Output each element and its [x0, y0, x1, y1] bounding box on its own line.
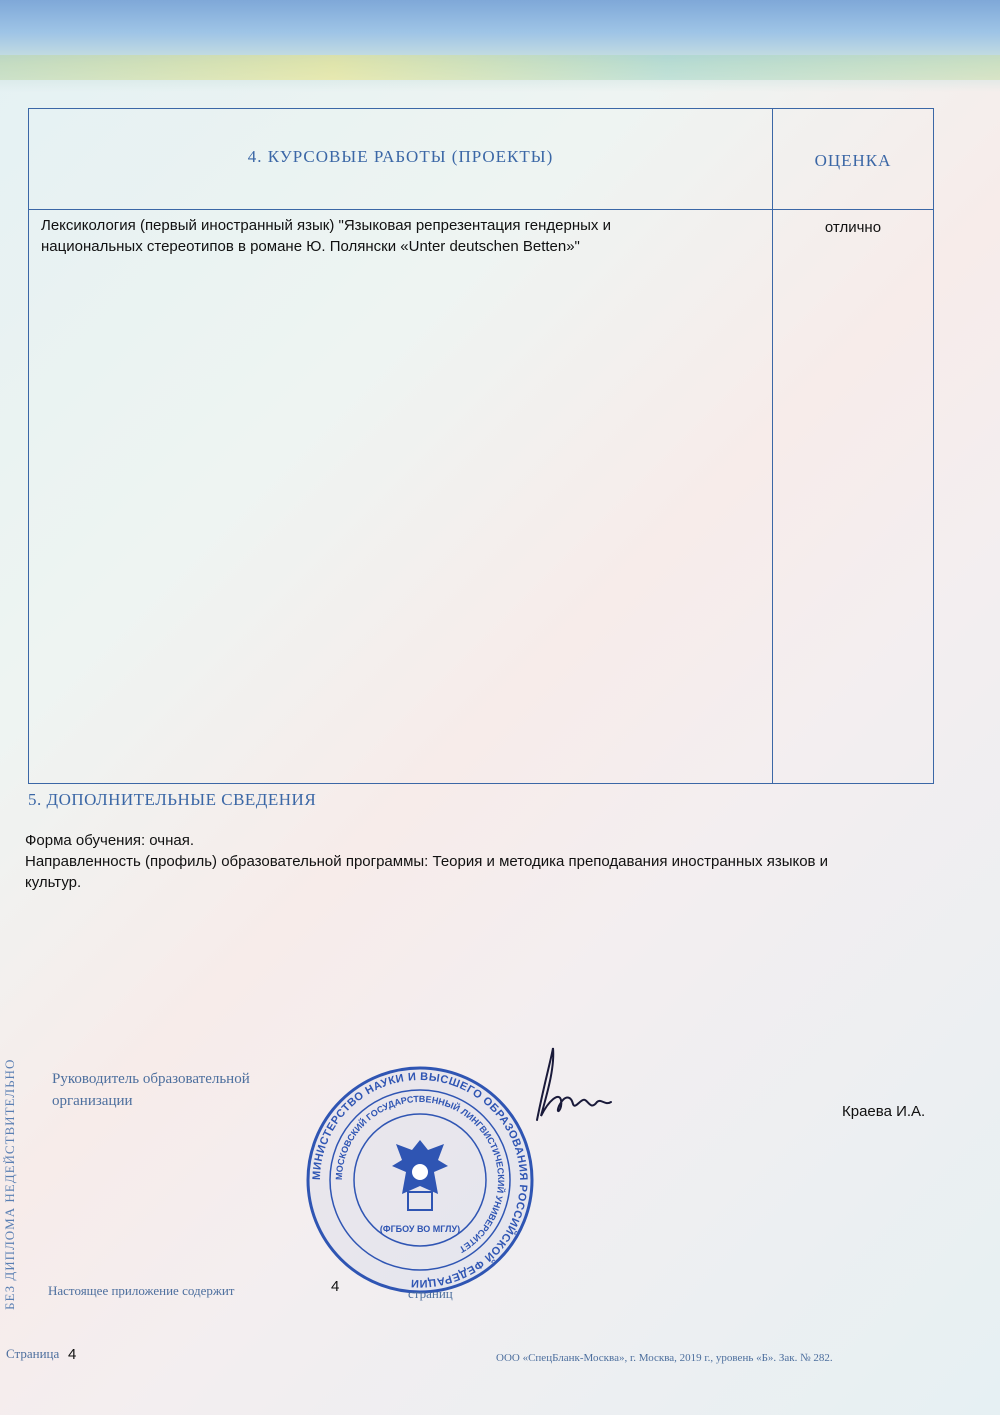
vertical-validity-note: БЕЗ ДИПЛОМА НЕДЕЙСТВИТЕЛЬНО — [2, 1058, 17, 1310]
signature-scribble — [515, 1040, 625, 1130]
pages-count: 4 — [331, 1278, 340, 1295]
program-focus-line-1: Направленность (профиль) образовательной программы: Теория и методика преподавания иностранных языков и — [25, 853, 829, 870]
pages-prefix: Настоящее приложение содержит — [48, 1283, 235, 1298]
form-of-study: Форма обучения: очная. — [25, 832, 195, 849]
decorative-top-band — [0, 0, 1000, 92]
additional-info — [25, 830, 945, 893]
seal-outer-text: МИНИСТЕРСТВО НАУКИ И ВЫСШЕГО ОБРАЗОВАНИЯ РОССИЙСКОЙ ФЕДЕРАЦИИ — [310, 1070, 530, 1290]
table-column-divider — [772, 109, 773, 783]
section-5-title: 5. ДОПОЛНИТЕЛЬНЫЕ СВЕДЕНИЯ — [28, 790, 317, 809]
program-focus-line-2: культур. — [25, 874, 82, 891]
footer-printer-info: ООО «СпецБланк-Москва», г. Москва, 2019 г., уровень «Б». Зак. № 282. — [496, 1352, 833, 1364]
footer-page-number: 4 — [68, 1346, 77, 1363]
footer-page-label: Страница — [6, 1346, 60, 1361]
table-row — [41, 215, 761, 257]
official-seal — [300, 1060, 540, 1300]
coursework-title-line-1: Лексикология (первый иностранный язык) "Языковая репрезентация гендерных и — [41, 217, 611, 234]
table-header-divider — [29, 209, 933, 210]
signer-role-line-1: Руководитель образовательной — [52, 1071, 250, 1087]
pages-suffix: страниц — [408, 1286, 453, 1301]
table-header-title: 4. КУРСОВЫЕ РАБОТЫ (ПРОЕКТЫ) — [247, 147, 554, 166]
signer-name: Краева И.А. — [842, 1103, 926, 1120]
table-header-grade: ОЦЕНКА — [814, 151, 892, 170]
coursework-table — [28, 108, 934, 784]
seal-center-text: (ФГБОУ ВО МГЛУ) — [379, 1224, 461, 1234]
seal-inner-text: МОСКОВСКИЙ ГОСУДАРСТВЕННЫЙ ЛИНГВИСТИЧЕСКИЙ УНИВЕРСИТЕТ — [333, 1093, 507, 1255]
coursework-grade: отлично — [824, 219, 882, 236]
signer-role — [52, 1068, 312, 1112]
signer-role-line-2: организации — [52, 1093, 133, 1109]
coursework-title-line-2: национальных стереотипов в романе Ю. Полянски «Unter deutschen Betten»" — [41, 238, 580, 255]
